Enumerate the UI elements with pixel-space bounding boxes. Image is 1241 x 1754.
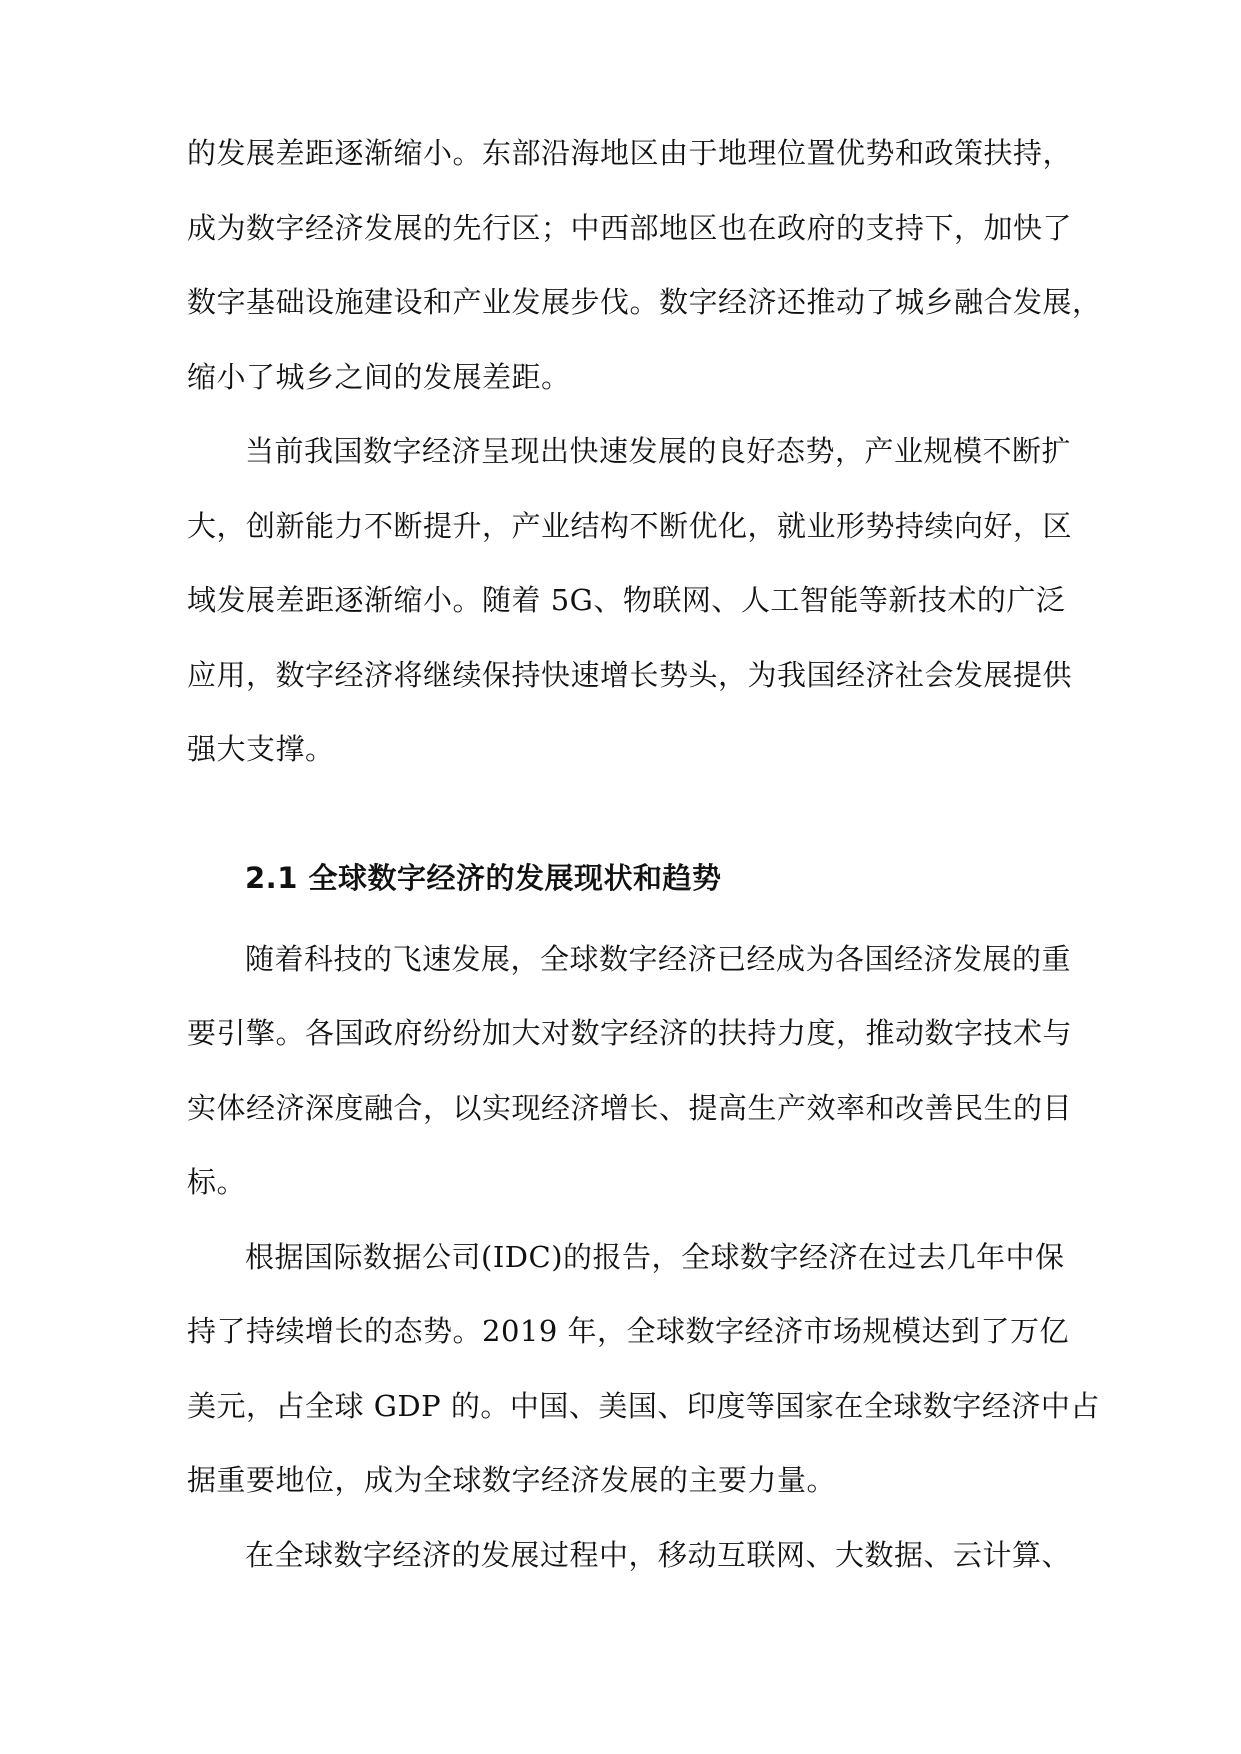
paragraph-line: 据重要地位，成为全球数字经济发展的主要力量。 — [187, 1463, 837, 1497]
paragraph-line: 随着科技的飞速发展，全球数字经济已经成为各国经济发展的重 — [245, 942, 1072, 976]
paragraph-line: 的发展差距逐渐缩小。东部沿海地区由于地理位置优势和政策扶持， — [187, 136, 1073, 170]
paragraph-line: 缩小了城乡之间的发展差距。 — [187, 360, 571, 394]
paragraph-line: 强大支撑。 — [187, 732, 335, 766]
paragraph-line: 应用，数字经济将继续保持快速增长势头，为我国经济社会发展提供 — [187, 658, 1073, 692]
paragraph-line: 大，创新能力不断提升，产业结构不断优化，就业形势持续向好，区 — [187, 509, 1073, 543]
section-heading: 2.1 全球数字经济的发展现状和趋势 — [245, 861, 722, 895]
paragraph-line: 持了持续增长的态势。2019 年，全球数字经济市场规模达到了万亿 — [187, 1314, 1070, 1348]
paragraph-line: 美元，占全球 GDP 的。中国、美国、印度等国家在全球数字经济中占 — [187, 1389, 1100, 1423]
paragraph-line: 根据国际数据公司(IDC)的报告，全球数字经济在过去几年中保 — [245, 1240, 1065, 1274]
paragraph-line: 实体经济深度融合，以实现经济增长、提高生产效率和改善民生的目 — [187, 1091, 1073, 1125]
paragraph-line: 当前我国数字经济呈现出快速发展的良好态势，产业规模不断扩 — [245, 434, 1072, 468]
paragraph-line: 数字基础设施建设和产业发展步伐。数字经济还推动了城乡融合发展， — [187, 285, 1102, 319]
paragraph-line: 在全球数字经济的发展过程中，移动互联网、大数据、云计算、 — [245, 1538, 1072, 1572]
paragraph-line: 标。 — [187, 1165, 247, 1199]
paragraph-line: 成为数字经济发展的先行区；中西部地区也在政府的支持下，加快了 — [187, 211, 1073, 245]
paragraph-line: 域发展差距逐渐缩小。随着 5G、物联网、人工智能等新技术的广泛 — [187, 583, 1066, 617]
paragraph-line: 要引擎。各国政府纷纷加大对数字经济的扶持力度，推动数字技术与 — [187, 1016, 1073, 1050]
